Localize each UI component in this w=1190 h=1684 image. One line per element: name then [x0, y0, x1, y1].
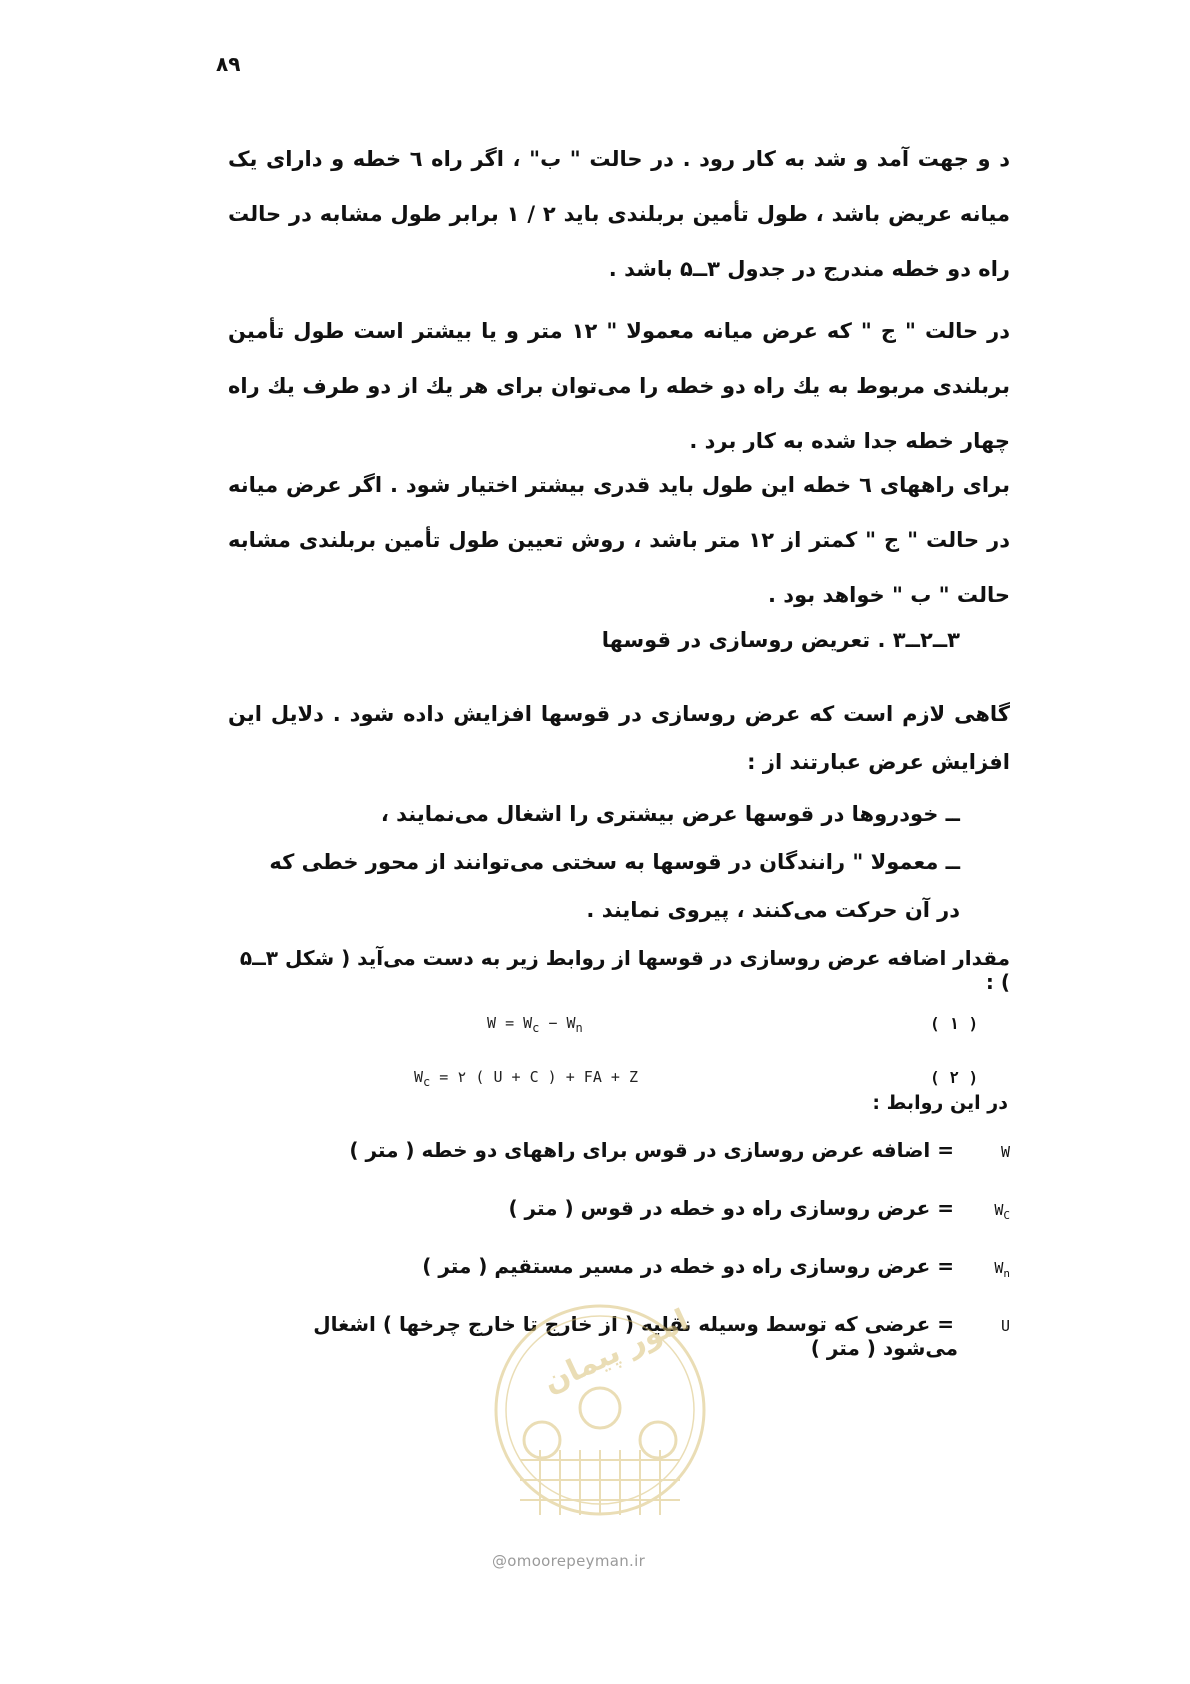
formula-1-eq: = — [505, 1014, 515, 1032]
formula-2-eq: = — [439, 1068, 449, 1086]
bullet-item-2-continuation: آن حرکت می‌کنند ، پیروی نمایند . — [586, 898, 930, 922]
watermark-gear-center — [580, 1388, 620, 1428]
page-number: ۸۹ — [216, 52, 241, 76]
relations-intro: مقدار اضافه عرض روسازی در قوسها از روابط زیر به دست می‌آید ( شکل ۳ــ۵ ) : — [239, 946, 1010, 994]
definition-text: = عرضی که توسط وسیله نقلیه ( از خارج تا خارج چرخها ) اشغال — [313, 1312, 954, 1336]
paragraph-2 — [228, 304, 1010, 469]
watermark-url: @omoorepeyman.ir — [492, 1552, 646, 1570]
formula-1-op: − — [548, 1014, 558, 1032]
formula-2-rhs: ۲ ( U + C ) + FA + Z — [457, 1068, 638, 1086]
watermark-gear-right — [640, 1422, 676, 1458]
definition-symbol-letter: W — [1000, 1143, 1010, 1161]
definition-symbol-letter: U — [1000, 1317, 1010, 1335]
section-heading: ۳ــ۲ــ۳ . تعریض روسازی در قوسها — [601, 628, 960, 652]
paragraph-3-text: برای راههای ٦ خطه این طول باید قدری بیشتر اختیار شود . اگر عرض میانه در حالت " ج " کمتر از ۱۲ متر باشد ، روش تعیین طول تأمین بربلندی مشابه حالت " ب " خواهد بود . — [228, 473, 1010, 607]
section-intro-text: گاهی لازم است که عرض روسازی در قوسها افزایش داده شود . دلایل این افزایش عرض عبارتند از : — [228, 702, 1010, 774]
formula-1-term-a-sub: c — [532, 1021, 540, 1035]
formula-1-term-b: W — [566, 1014, 576, 1032]
watermark-gear-left — [524, 1422, 560, 1458]
definition-symbol-sub: n — [1003, 1267, 1010, 1280]
definition-symbol — [962, 1201, 1010, 1222]
definition-symbol — [962, 1317, 1010, 1338]
formula-2-lhs: W — [414, 1068, 424, 1086]
definition-text: = اضافه عرض روسازی در قوس برای راههای دو خطه ( متر ) — [349, 1138, 954, 1162]
watermark-logo — [480, 1290, 720, 1550]
equation-number-2: ( ۲ ) — [930, 1068, 979, 1087]
formula-1-term-a: W — [523, 1014, 533, 1032]
paragraph-3 — [228, 458, 1010, 623]
bullet-item-2: ــ معمولا " رانندگان در قوسها به سختی می‌توانند از محور خطی که در — [269, 850, 960, 922]
definition-text: = عرض روسازی راه دو خطه در مسیر مستقیم ( متر ) — [422, 1254, 954, 1278]
definition-symbol — [962, 1259, 1010, 1280]
definition-symbol-letter: W — [994, 1201, 1004, 1219]
definition-symbol-sub: C — [1003, 1209, 1010, 1222]
definition-row — [228, 1196, 1010, 1254]
formula-2 — [414, 1068, 638, 1089]
watermark-logo-text: امور پیمان — [537, 1302, 695, 1401]
bullet-item-1: ــ خودروها در قوسها عرض بیشتری را اشغال می‌نمایند ، — [380, 802, 960, 826]
relations-label: در این روابط : — [872, 1092, 1008, 1114]
section-intro — [228, 690, 1010, 786]
definition-continuation: می‌شود ( متر ) — [810, 1336, 958, 1360]
definition-symbol — [962, 1143, 1010, 1164]
definition-text: = عرض روسازی راه دو خطه در قوس ( متر ) — [508, 1196, 954, 1220]
paragraph-1 — [228, 132, 1010, 297]
formula-2-lhs-sub: c — [423, 1075, 431, 1089]
formula-1-term-b-sub: n — [575, 1021, 583, 1035]
formula-1-lhs: W — [487, 1014, 497, 1032]
definition-symbol-letter: W — [994, 1259, 1004, 1277]
formula-1 — [487, 1014, 583, 1035]
equation-number-1: ( ۱ ) — [930, 1014, 979, 1033]
paragraph-2-text: در حالت " ج " که عرض میانه معمولا " ۱۲ متر و یا بیشتر است طول تأمین بربلندی مربوط به یك راه دو خطه را می‌توان برای هر یك از دو طرف یك راه چهار خطه جدا شده به کار برد . — [228, 319, 1011, 453]
paragraph-1-text: د و جهت آمد و شد به کار رود . در حالت " ب" ، اگر راه ٦ خطه و دارای یک میانه عریض باشد ، طول تأمین بربلندی باید ۲ / ۱ برابر طول مشابه در حالت راه دو خطه مندرج در جدول ۳ــ۵ باشد . — [228, 147, 1011, 281]
definition-row — [228, 1138, 1010, 1196]
